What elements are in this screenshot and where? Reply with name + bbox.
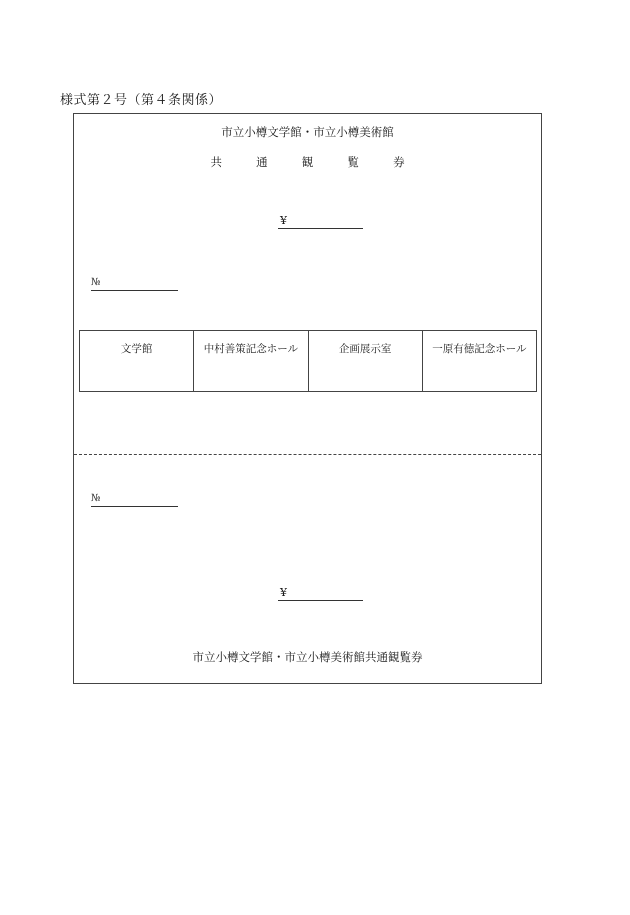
pass-title-char: 覧 bbox=[347, 155, 359, 169]
pass-title-char: 券 bbox=[393, 155, 405, 169]
venue-cell: 企画展示室 bbox=[308, 331, 422, 392]
lower-ticket-title: 市立小樽文学館・市立小樽美術館共通観覧券 bbox=[192, 650, 423, 664]
lower-price-field bbox=[278, 586, 363, 601]
lower-number-field bbox=[91, 492, 178, 507]
yen-symbol: ¥ bbox=[280, 586, 287, 599]
ticket-form bbox=[73, 113, 542, 684]
venue-cell: 中村善策記念ホール bbox=[194, 331, 308, 392]
number-label: № bbox=[91, 493, 101, 504]
pass-title bbox=[74, 154, 541, 170]
upper-number-field bbox=[91, 276, 178, 291]
perforation-line bbox=[74, 454, 541, 455]
venue-cell: 一原有徳記念ホール bbox=[422, 331, 536, 392]
pass-title-char: 観 bbox=[301, 155, 314, 169]
form-title: 様式第２号（第４条関係） bbox=[60, 93, 223, 108]
table-row bbox=[80, 331, 537, 392]
venue-stamp-table bbox=[79, 330, 537, 392]
pass-title-char: 通 bbox=[256, 155, 268, 169]
number-label: № bbox=[91, 277, 101, 288]
pass-title-char: 共 bbox=[210, 155, 222, 169]
yen-symbol: ¥ bbox=[280, 214, 287, 227]
upper-ticket-title: 市立小樽文学館・市立小樽美術館 bbox=[221, 125, 394, 139]
upper-price-field bbox=[278, 214, 363, 229]
venue-cell: 文学館 bbox=[80, 331, 194, 392]
